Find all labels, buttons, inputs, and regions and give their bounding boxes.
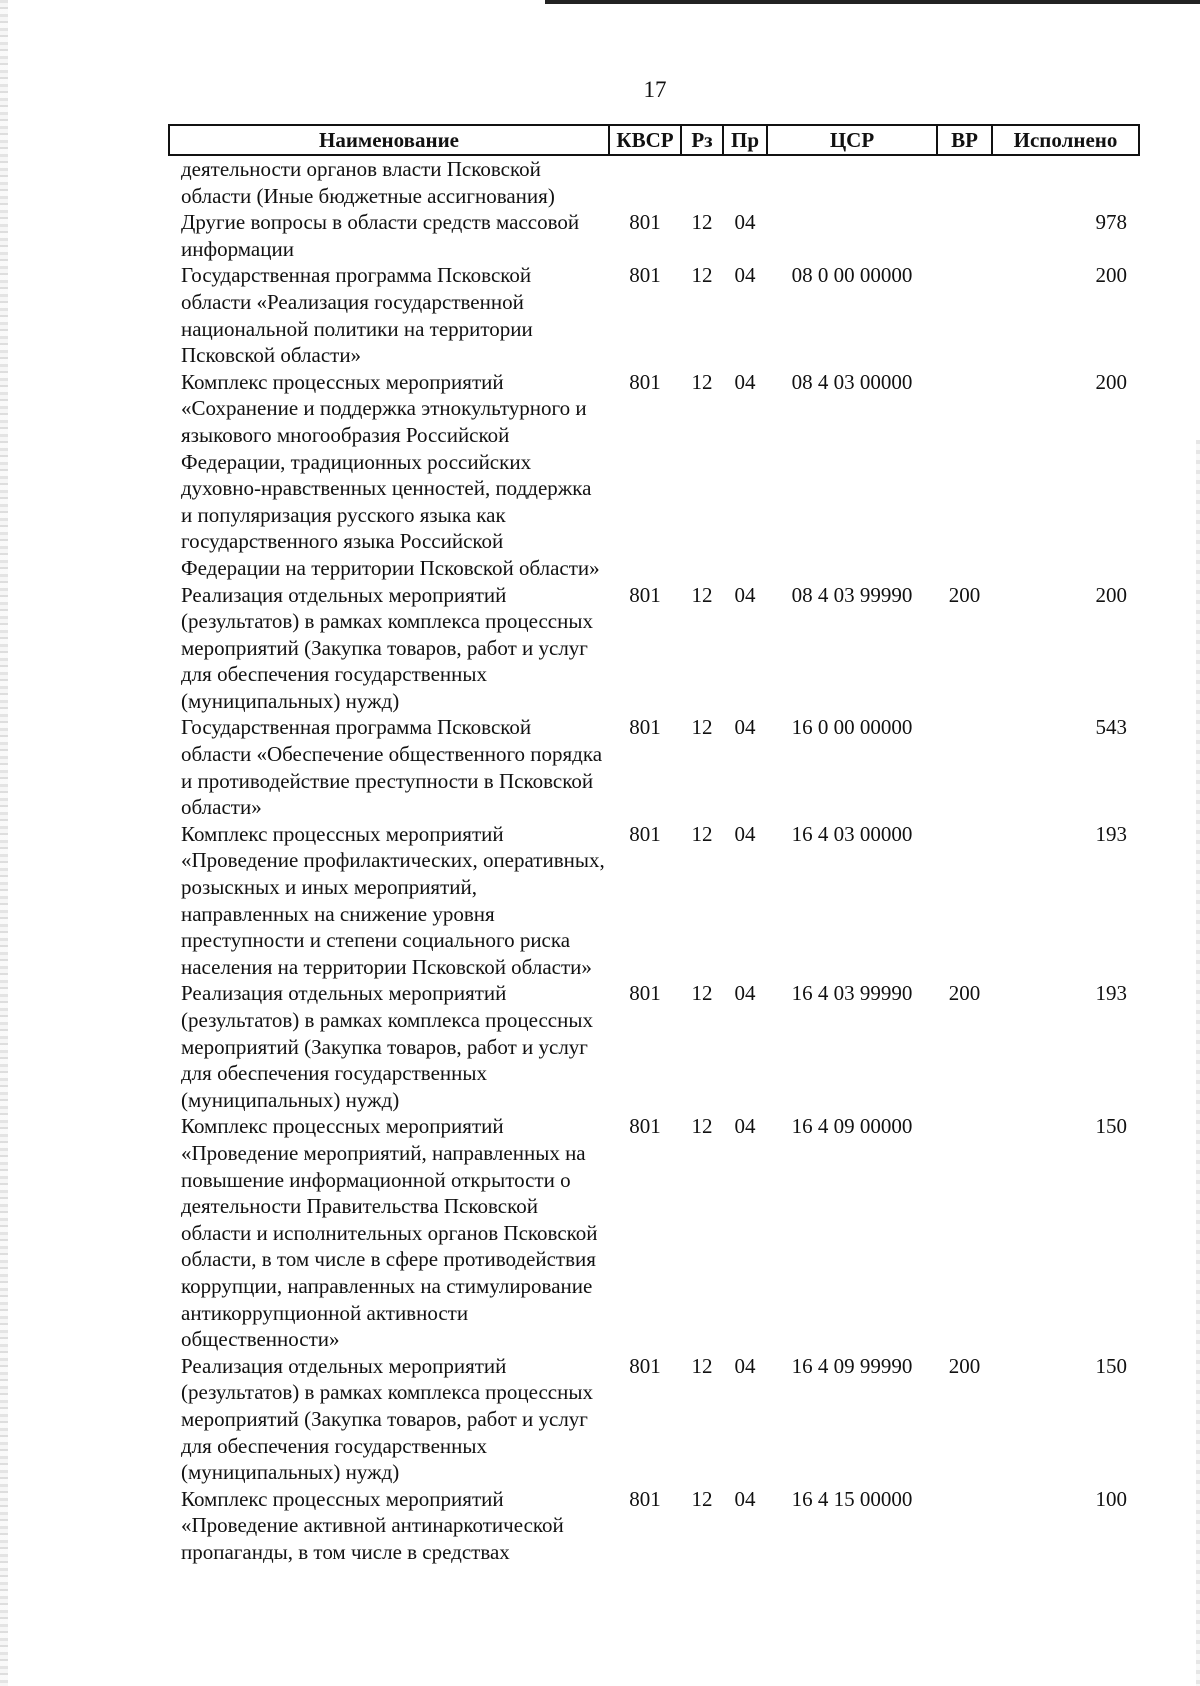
table-row	[169, 582, 1139, 715]
header-pr: Пр	[723, 125, 767, 155]
row-csr	[767, 155, 937, 209]
row-pr: 04	[734, 715, 756, 740]
row-done: 200	[1095, 582, 1127, 607]
row-csr: 16 4 15 00000	[791, 1486, 913, 1511]
row-done: 193	[1095, 821, 1127, 846]
row-kvsr: 801	[629, 981, 661, 1006]
row-name: деятельности органов власти Псковской области (Иные бюджетные ассигнования)	[181, 157, 555, 208]
table-row	[169, 1113, 1139, 1352]
row-rz: 12	[691, 981, 713, 1006]
row-kvsr	[609, 155, 681, 209]
row-rz: 12	[691, 263, 713, 288]
header-kvsr: КВСР	[609, 125, 681, 155]
header-rz: Рз	[681, 125, 723, 155]
scan-left-edge	[0, 0, 8, 1686]
header-name: Наименование	[169, 125, 609, 155]
row-vr	[937, 155, 992, 209]
row-pr: 04	[734, 1486, 756, 1511]
row-done: 543	[1095, 715, 1127, 740]
row-csr: 16 0 00 00000	[791, 715, 913, 740]
table-row	[169, 1353, 1139, 1486]
row-rz: 12	[691, 369, 713, 394]
row-done: 200	[1095, 369, 1127, 394]
row-csr: 16 4 09 99990	[791, 1353, 913, 1378]
row-done	[992, 155, 1139, 209]
row-kvsr: 801	[629, 1353, 661, 1378]
row-vr	[937, 262, 992, 368]
row-rz: 12	[691, 1353, 713, 1378]
table-row	[169, 155, 1139, 209]
row-vr: 200	[948, 1353, 981, 1378]
table-row	[169, 980, 1139, 1113]
row-rz: 12	[691, 821, 713, 846]
row-done: 150	[1095, 1114, 1127, 1139]
table-row	[169, 369, 1139, 582]
row-name: Комплекс процессных мероприятий «Сохранение и поддержка этнокультурного и языкового многообразия Российской Федерации, традиционных российских духовно-нравственных ценностей, поддержка и популяризация русского языка как государственного языка Российской Федерации на территории Псковской области»	[181, 369, 600, 580]
row-done: 193	[1095, 981, 1127, 1006]
row-vr	[937, 821, 992, 981]
row-vr	[937, 714, 992, 820]
table-header	[169, 125, 1139, 155]
row-pr: 04	[734, 821, 756, 846]
row-pr: 04	[734, 1353, 756, 1378]
budget-table	[168, 124, 1140, 1565]
table-row	[169, 1486, 1139, 1566]
row-vr	[937, 1113, 992, 1352]
row-name: Реализация отдельных мероприятий (результатов) в рамках комплекса процессных мероприятий (Закупка товаров, работ и услуг для обеспечения государственных (муниципальных) нужд)	[181, 1353, 593, 1485]
row-rz: 12	[691, 582, 713, 607]
row-kvsr: 801	[629, 1114, 661, 1139]
row-csr: 16 4 03 99990	[791, 981, 913, 1006]
row-kvsr: 801	[629, 210, 661, 235]
scan-top-border	[545, 0, 1200, 4]
row-vr	[937, 209, 992, 262]
row-rz: 12	[691, 1114, 713, 1139]
row-vr: 200	[948, 981, 981, 1006]
row-vr: 200	[948, 582, 981, 607]
row-rz: 12	[691, 210, 713, 235]
row-csr: 16 4 03 00000	[791, 821, 913, 846]
scan-right-edge	[1196, 440, 1200, 1686]
row-rz: 12	[691, 1486, 713, 1511]
header-vr: ВР	[937, 125, 992, 155]
row-vr	[937, 369, 992, 582]
row-pr: 04	[734, 981, 756, 1006]
row-name: Другие вопросы в области средств массовой информации	[181, 210, 580, 261]
row-name: Государственная программа Псковской области «Реализация государственной национальной политики на территории Псковской области»	[181, 263, 533, 368]
row-kvsr: 801	[629, 582, 661, 607]
row-kvsr: 801	[629, 263, 661, 288]
row-csr: 08 0 00 00000	[791, 263, 913, 288]
row-pr: 04	[734, 210, 756, 235]
row-done: 200	[1095, 263, 1127, 288]
row-kvsr: 801	[629, 821, 661, 846]
row-name: Комплекс процессных мероприятий «Проведение активной антинаркотической пропаганды, в том числе в средствах	[181, 1486, 564, 1564]
row-kvsr: 801	[629, 715, 661, 740]
table-row	[169, 714, 1139, 820]
row-name: Комплекс процессных мероприятий «Проведение мероприятий, направленных на повышение информационной открытости о деятельности Правительства Псковской области и исполнительных органов Псковской области, в том числе в сфере противодействия коррупции, направленных на стимулирование антикоррупционной активности общественности»	[181, 1114, 598, 1352]
row-name: Реализация отдельных мероприятий (результатов) в рамках комплекса процессных мероприятий (Закупка товаров, работ и услуг для обеспечения государственных (муниципальных) нужд)	[181, 981, 593, 1112]
table-row	[169, 821, 1139, 981]
row-csr: 16 4 09 00000	[791, 1114, 913, 1139]
row-pr: 04	[734, 582, 756, 607]
row-done: 100	[1095, 1486, 1127, 1511]
row-done: 150	[1095, 1353, 1127, 1378]
row-name: Комплекс процессных мероприятий «Проведение профилактических, оперативных, розыскных и иных мероприятий, направленных на снижение уровня преступности и степени социального риска населения на территории Псковской области»	[181, 821, 605, 979]
row-kvsr: 801	[629, 1486, 661, 1511]
row-csr: 08 4 03 99990	[791, 582, 913, 607]
row-pr: 04	[734, 369, 756, 394]
header-csr: ЦСР	[767, 125, 937, 155]
row-pr: 04	[734, 1114, 756, 1139]
row-name: Реализация отдельных мероприятий (результатов) в рамках комплекса процессных мероприятий (Закупка товаров, работ и услуг для обеспечения государственных (муниципальных) нужд)	[181, 582, 593, 713]
header-done: Исполнено	[992, 125, 1139, 155]
row-done: 978	[1095, 210, 1127, 235]
row-kvsr: 801	[629, 369, 661, 394]
table-row	[169, 209, 1139, 262]
row-csr	[767, 209, 937, 262]
table-row	[169, 262, 1139, 368]
row-csr: 08 4 03 00000	[791, 369, 913, 394]
row-rz: 12	[691, 715, 713, 740]
row-pr	[723, 155, 767, 209]
table-body	[169, 155, 1139, 1565]
row-name: Государственная программа Псковской области «Обеспечение общественного порядка и противодействие преступности в Псковской области»	[181, 715, 603, 820]
row-vr	[937, 1486, 992, 1566]
row-rz	[681, 155, 723, 209]
page-number: 17	[643, 77, 667, 102]
row-pr: 04	[734, 263, 756, 288]
